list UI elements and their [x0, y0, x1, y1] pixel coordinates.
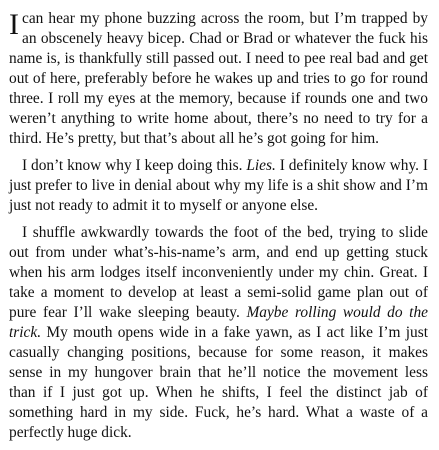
paragraph-2 — [9, 156, 428, 216]
document-page — [9, 9, 428, 450]
paragraph-2-italic: Lies. — [246, 157, 276, 174]
paragraph-1-text: can hear my phone buzzing across the room, but I’m trapped by an obscenely heavy bicep. Chad or Brad or whatever the fuck his name is, is thankfully still passed out. I need to pee real bad and get out of here, preferably before he wakes up and tries to go for round three. I roll my eyes at the memory, because if rounds one and two weren’t anything to write home about, there’s no need to try for a third. He’s pretty, but that’s about all he’s got going for him. — [9, 10, 428, 147]
drop-cap: I — [9, 8, 19, 41]
paragraph-3-text-before: I shuffle awkwardly towards the foot of the bed, trying to slide out from under what’s-his-name’s arm, and end up getting stuck when his arm lodges itself inconveniently under my chin. Great. I take a moment to develop at least a semi-solid game plan out of pure fear I’ll wake sleeping beauty. — [9, 224, 428, 321]
paragraph-3-text-after: My mouth opens wide in a fake yawn, as I act like I’m just casually changing positions, because for some reason, it makes sense in my hungover brain that he’ll notice the movement less than if I just got up. When he shifts, I feel the distinct jab of something hard in my side. Fuck, he’s hard. What a waste of a perfectly huge dick. — [9, 324, 428, 441]
paragraph-2-text-before: I don’t know why I keep doing this. — [22, 157, 247, 174]
paragraph-3-italic: Maybe rolling would do the trick. — [9, 304, 428, 341]
paragraph-2-text-after: I definitely know why. I just prefer to live in denial about why my life is a shit show and I’m just not ready to admit it to myself or anyone else. — [9, 157, 428, 214]
paragraph-3 — [9, 223, 428, 443]
paragraph-1 — [9, 9, 428, 149]
